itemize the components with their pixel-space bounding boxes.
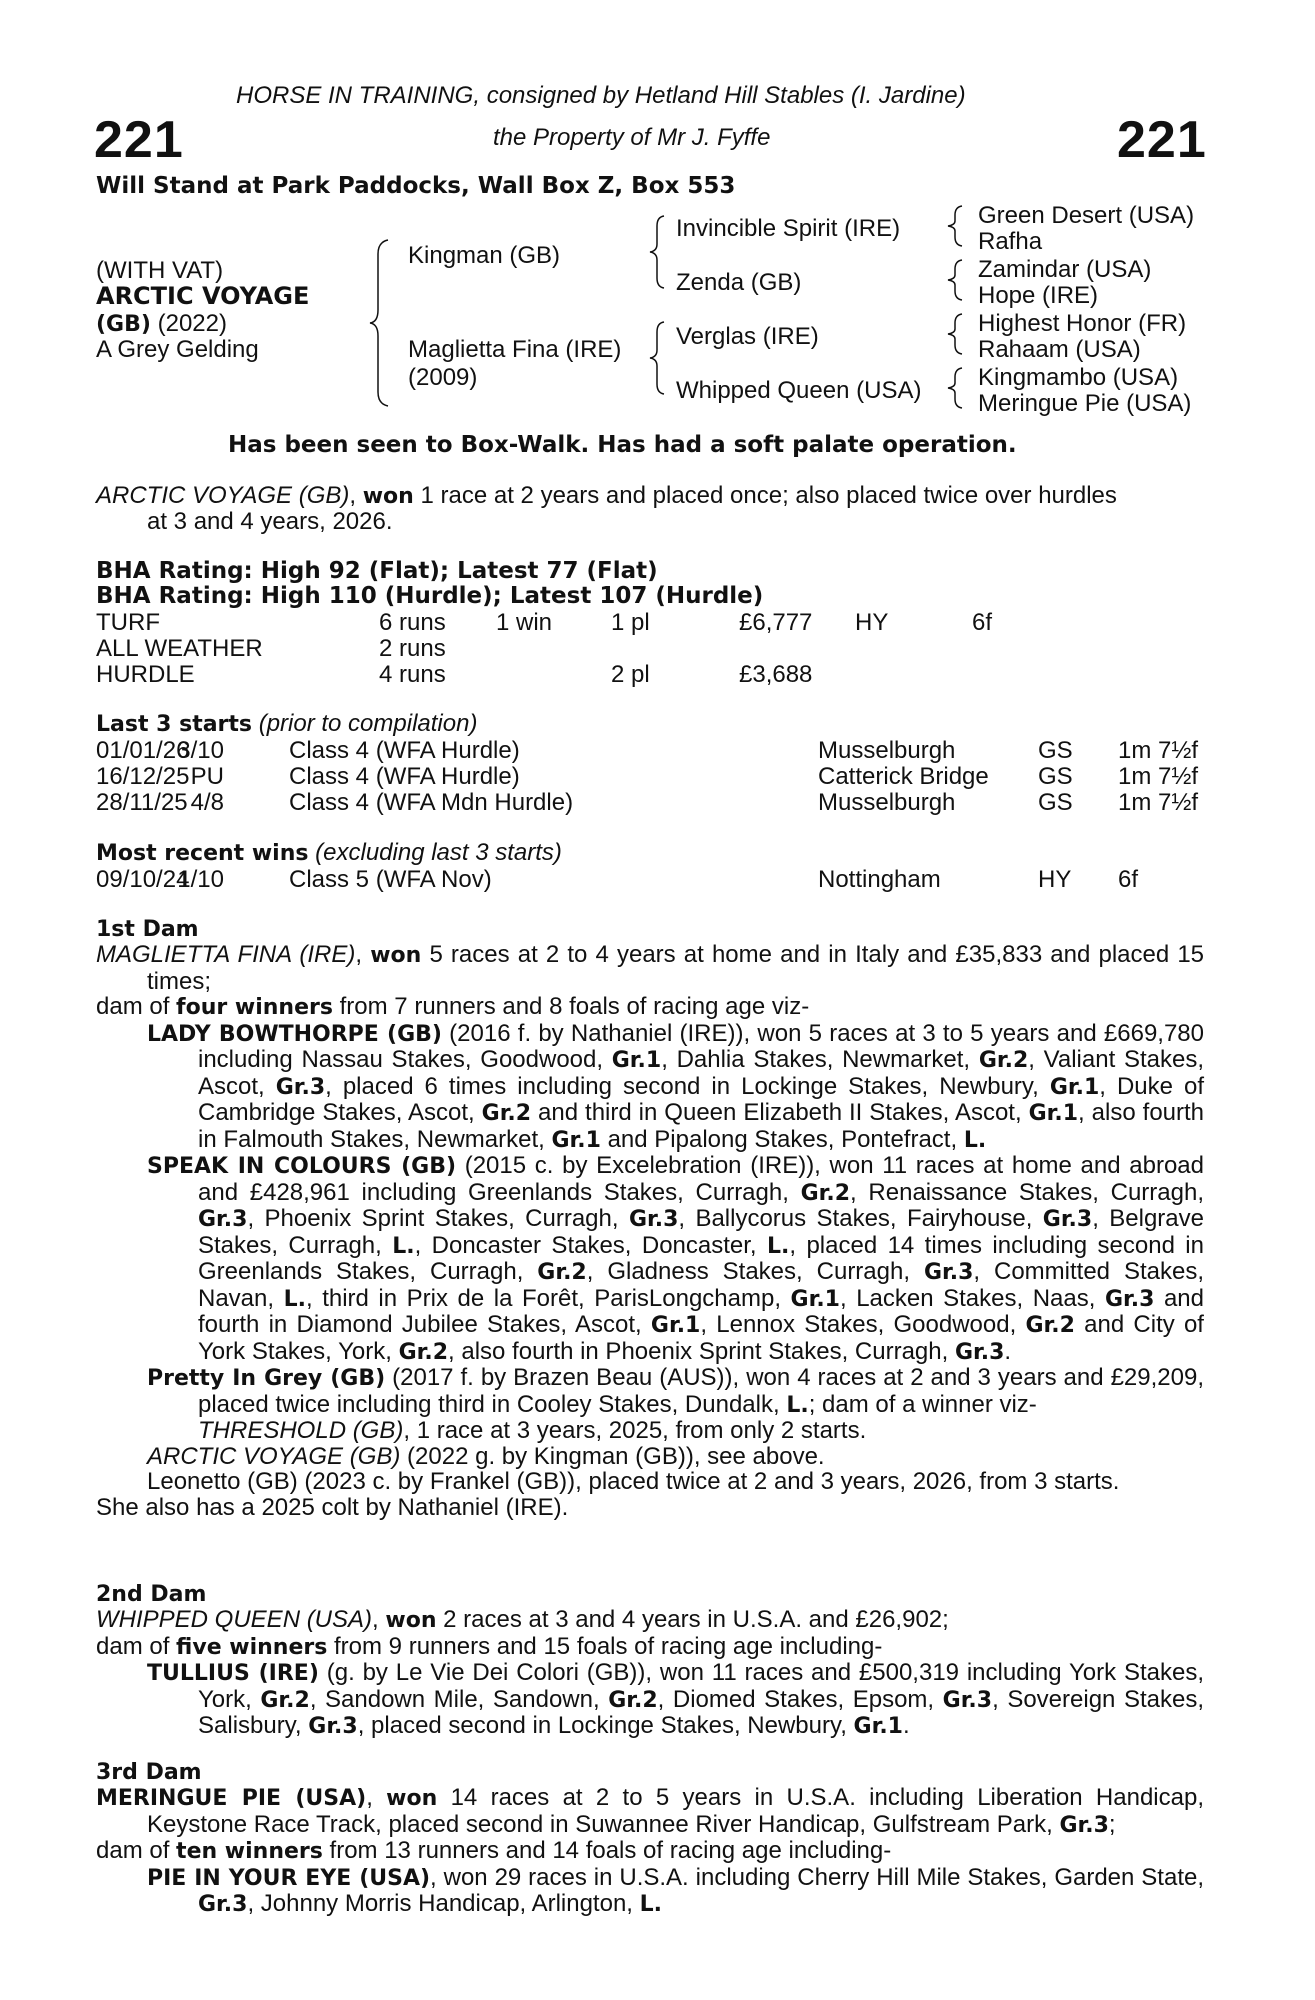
start-date: 16/12/25 — [96, 763, 190, 790]
grand-6: Rahaam (USA) — [978, 336, 1141, 363]
record-prize: £3,688 — [739, 661, 813, 688]
veterinary-notice: Has been seen to Box-Walk. Has had a soft palate operation. — [228, 432, 1017, 458]
start-date: 01/01/26 — [96, 737, 190, 764]
lot-number-left: 221 — [94, 111, 184, 169]
rating-hurdle: BHA Rating: High 110 (Hurdle); Latest 107 (Hurdle) — [96, 583, 764, 609]
pedigree-brace-g2 — [946, 257, 966, 303]
dam-sire: Verglas (IRE) — [676, 323, 819, 350]
second-dam-title: 2nd Dam — [96, 1582, 207, 1607]
second-dam-section: WHIPPED QUEEN (USA), won 2 races at 3 and 4 years in U.S.A. and £26,902; dam of five winners from 9 runners and 15 foals of racing age including- TULLIUS (IRE) (g. by Le Vie Dei Colori (GB)), won 11 races and £500,319 including York Stakes, York, Gr.2, Sandown Mile, Sandown, Gr.2, Diomed Stakes, Epsom, Gr.3, Sovereign Stakes, Salisbury, Gr.3, placed second in Lockinge Stakes, Newbury, Gr.1. — [96, 1606, 1204, 1739]
start-course: Catterick Bridge — [818, 763, 989, 790]
sire-dam: Zenda (GB) — [676, 269, 802, 296]
grand-8: Meringue Pie (USA) — [978, 390, 1192, 417]
record-prize: £6,777 — [739, 609, 813, 636]
start-going: HY — [1038, 866, 1072, 893]
rating-flat: BHA Rating: High 92 (Flat); Latest 77 (Flat) — [96, 558, 658, 584]
grand-2: Rafha — [978, 228, 1043, 255]
pedigree-brace-g3 — [946, 311, 966, 357]
first-dam-title: 1st Dam — [96, 917, 199, 942]
start-race: Class 4 (WFA Mdn Hurdle) — [289, 789, 574, 816]
dam-year: (2009) — [408, 364, 478, 391]
record-placed: 2 pl — [611, 661, 650, 688]
start-position: 4/8 — [190, 789, 224, 816]
sire-sire: Invincible Spirit (IRE) — [676, 215, 901, 242]
recent-wins-heading — [96, 840, 562, 867]
grand-7: Kingmambo (USA) — [978, 364, 1179, 391]
horse-name: ARCTIC VOYAGE — [96, 282, 310, 310]
summary-text-2: at 3 and 4 years, 2026. — [147, 508, 393, 535]
record-surface: ALL WEATHER — [96, 635, 263, 662]
lot-number-right: 221 — [1117, 111, 1207, 169]
summary-won: won — [362, 484, 414, 509]
start-position: 3/10 — [177, 737, 224, 764]
start-going: GS — [1038, 789, 1073, 816]
record-surface: HURDLE — [96, 661, 195, 688]
first-dam-section: MAGLIETTA FINA (IRE), won 5 races at 2 to 4 years at home and in Italy and £35,833 and placed 15 times; dam of four winners from 7 runners and 8 foals of racing age viz- LADY BOWTHORPE (GB) (2016 f. by Nathaniel (IRE)), won 5 races at 3 to 5 years and £669,780 including Nassau Stakes, Goodwood, Gr.1, Dahlia Stakes, Newmarket, Gr.2, Valiant Stakes, Ascot, Gr.3, placed 6 times including second in Lockinge Stakes, Newbury, Gr.1, Duke of Cambridge Stakes, Ascot, Gr.2 and third in Queen Elizabeth II Stakes, Ascot, Gr.1, also fourth in Falmouth Stakes, Newmarket, Gr.1 and Pipalong Stakes, Pontefract, L. SPEAK IN COLOURS (GB) (2015 c. by Excelebration (IRE)), won 11 races at home and abroad and £428,961 including Greenlands Stakes, Curragh, Gr.2, Renaissance Stakes, Curragh, Gr.3, Phoenix Sprint Stakes, Curragh, Gr.3, Ballycorus Stakes, Fairyhouse, Gr.3, Belgrave Stakes, Curragh, L., Doncaster Stakes, Doncaster, L., placed 14 times including second in Greenlands Stakes, Curragh, Gr.2, Gladness Stakes, Curragh, Gr.3, Committed Stakes, Navan, L., third in Prix de la Forêt, ParisLongchamp, Gr.1, Lacken Stakes, Naas, Gr.3 and fourth in Diamond Jubilee Stakes, Ascot, Gr.1, Lennox Stakes, Goodwood, Gr.2 and City of York Stakes, York, Gr.2, also fourth in Phoenix Sprint Stakes, Curragh, Gr.3. Pretty In Grey (GB) (2017 f. by Brazen Beau (AUS)), won 4 races at 2 and 3 years and £29,209, placed twice including third in Cooley Stakes, Dundalk, L.; dam of a winner viz- THRESHOLD (GB), 1 race at 3 years, 2025, from only 2 starts. ARCTIC VOYAGE (GB) (2022 g. by Kingman (GB)), see above. Leonetto (GB) (2023 c. by Frankel (GB)), placed twice at 2 and 3 years, 2026, from 3 starts. She also has a 2025 colt by Nathaniel (IRE). — [96, 941, 1205, 1521]
record-surface: TURF — [96, 609, 160, 636]
start-distance: 1m 7½f — [1118, 789, 1199, 816]
start-course: Musselburgh — [818, 737, 956, 764]
start-course: Nottingham — [818, 866, 941, 893]
horse-country-year — [96, 310, 227, 338]
record-going: HY — [855, 609, 889, 636]
dam: Maglietta Fina (IRE) — [408, 336, 622, 363]
start-position: PU — [190, 763, 224, 790]
record-wins: 1 win — [496, 609, 553, 636]
start-going: GS — [1038, 737, 1073, 764]
pedigree-brace-sire — [648, 214, 668, 290]
race-summary: ARCTIC VOYAGE (GB), won 1 race at 2 years and placed once; also placed twice over hurdles — [96, 482, 1117, 509]
start-distance: 1m 7½f — [1118, 763, 1199, 790]
pedigree-brace-g4 — [946, 365, 966, 411]
pedigree-brace-g1 — [946, 203, 966, 249]
start-position: 1/10 — [177, 866, 224, 893]
record-runs: 4 runs — [379, 661, 446, 688]
third-dam-title: 3rd Dam — [96, 1760, 202, 1785]
horse-year: (2022) — [157, 310, 227, 337]
horse-country: (GB) — [96, 312, 151, 337]
owner-line: the Property of Mr J. Fyffe — [493, 124, 771, 151]
grand-5: Highest Honor (FR) — [978, 310, 1187, 337]
grand-1: Green Desert (USA) — [978, 202, 1195, 229]
last-starts-note: (prior to compilation) — [258, 710, 478, 737]
consignor-line: HORSE IN TRAINING, consigned by Hetland Hill Stables (I. Jardine) — [236, 82, 966, 109]
record-runs: 2 runs — [379, 635, 446, 662]
summary-horse-name: ARCTIC VOYAGE (GB) — [96, 482, 350, 509]
summary-text: 1 race at 2 years and placed once; also placed twice over hurdles — [413, 482, 1117, 509]
record-placed: 1 pl — [611, 609, 650, 636]
start-date: 09/10/24 — [96, 866, 190, 893]
last-starts-title: Last 3 starts — [96, 712, 253, 737]
recent-wins-title: Most recent wins — [96, 841, 309, 866]
start-distance: 6f — [1118, 866, 1139, 893]
start-race: Class 4 (WFA Hurdle) — [289, 737, 520, 764]
pedigree-brace-main — [368, 238, 392, 408]
start-distance: 1m 7½f — [1118, 737, 1199, 764]
vat-note: (WITH VAT) — [96, 257, 224, 284]
start-date: 28/11/25 — [96, 789, 188, 816]
horse-description: A Grey Gelding — [96, 336, 259, 363]
start-race: Class 4 (WFA Hurdle) — [289, 763, 520, 790]
dam-dam: Whipped Queen (USA) — [676, 377, 922, 404]
grand-3: Zamindar (USA) — [978, 256, 1152, 283]
sire: Kingman (GB) — [408, 242, 561, 269]
last-starts-heading — [96, 711, 477, 738]
start-course: Musselburgh — [818, 789, 956, 816]
start-going: GS — [1038, 763, 1073, 790]
recent-wins-note: (excluding last 3 starts) — [315, 839, 562, 866]
grand-4: Hope (IRE) — [978, 282, 1099, 309]
stable-location: Will Stand at Park Paddocks, Wall Box Z, Box 553 — [96, 173, 736, 199]
start-race: Class 5 (WFA Nov) — [289, 866, 492, 893]
record-runs: 6 runs — [379, 609, 446, 636]
record-distance: 6f — [972, 609, 993, 636]
third-dam-section: MERINGUE PIE (USA), won 14 races at 2 to 5 years in U.S.A. including Liberation Handicap, Keystone Race Track, placed second in Suwannee River Handicap, Gulfstream Park, Gr.3; dam of ten winners from 13 runners and 14 foals of racing age including- PIE IN YOUR EYE (USA), won 29 races in U.S.A. including Cherry Hill Mile Stakes, Garden State, Gr.3, Johnny Morris Handicap, Arlington, L. — [96, 1784, 1204, 1917]
pedigree-brace-dam — [648, 320, 668, 396]
